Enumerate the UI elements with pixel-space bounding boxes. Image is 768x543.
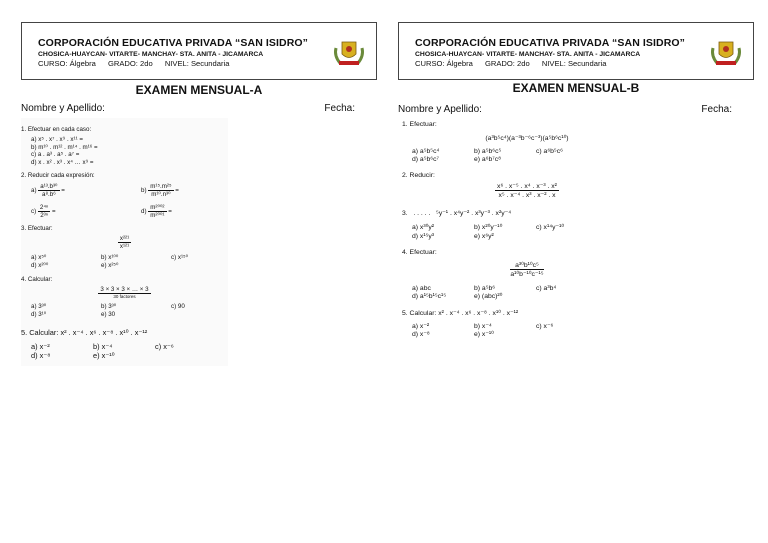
answer-option: e) a⁶b⁷c⁸: [474, 156, 502, 164]
expression: x² . x⁻⁴ . x⁶ . x⁻⁸ . x¹⁰ . x⁻¹²: [438, 310, 519, 318]
exam-title: EXAMEN MENSUAL-A: [135, 83, 263, 97]
questions-image: [21, 118, 228, 366]
answer-option: e) x⁶y²: [474, 232, 494, 240]
course-label: CURSO: Álgebra: [415, 59, 473, 68]
answer-option: d) x⁻⁸: [31, 350, 51, 360]
fraction-numerator: m¹⁵.m²⁵: [150, 183, 172, 191]
question-title: 4. Calcular:: [21, 275, 53, 283]
question-4: [21, 276, 228, 319]
fraction-numerator: a³⁰b¹⁰c⁵: [510, 261, 543, 270]
question-title: 4. Efectuar:: [402, 248, 437, 256]
exam-b: [398, 22, 754, 340]
question-title: 1. Efectuar en cada caso:: [21, 126, 92, 133]
question-1: [21, 126, 228, 166]
name-label: Nombre y Apellido:: [398, 104, 482, 115]
student-info-row: [21, 103, 377, 114]
question-title: 3. Efectuar:: [21, 225, 53, 233]
fraction-denominator: x⁵ . x⁻⁴ . x³ . x⁻² . x: [498, 192, 556, 200]
fraction-denominator: a¹⁰b⁻¹⁰c⁻¹⁵: [510, 270, 544, 278]
fraction-numerator: x⁶ . x⁻⁵ . x⁴ . x⁻³ . x²: [497, 183, 557, 191]
answer-option: d) x⁻⁸: [412, 331, 430, 339]
answer-option: a) x⁵⁰: [31, 254, 47, 262]
answer-option: d) a¹⁵b¹⁵c¹⁵: [412, 293, 447, 301]
question-5: [21, 328, 228, 360]
question-title: 5. Calcular:: [21, 327, 59, 337]
answer-option: b) x¹⁰⁰: [101, 254, 119, 262]
institution-address: CHOSICA-HUAYCAN- VITARTE- MANCHAY- STA. ANITA - JICAMARCA: [415, 51, 641, 58]
date-label: Fecha:: [701, 104, 732, 115]
fraction-denominator: m²⁰⁰¹: [150, 212, 165, 220]
student-info-row: [398, 104, 754, 115]
school-crest-icon: [332, 36, 366, 70]
grade-label: GRADO: 2do: [107, 59, 153, 68]
option-label: b): [141, 187, 147, 195]
answer-option: c) a³b⁴: [536, 284, 557, 292]
exam-a: [21, 22, 377, 366]
answer-option: b) x²⁰y⁻¹⁰: [474, 224, 503, 232]
answer-option: c) x⁻⁶: [155, 341, 174, 351]
answer-option: a) x⁻²: [31, 341, 50, 351]
answer-option: b) a⁵b⁶c⁵: [474, 148, 502, 155]
fraction-denominator: 30 factores: [113, 293, 136, 299]
option-label: c): [31, 208, 37, 216]
answer-option: a) abc: [412, 284, 431, 292]
question-4: [402, 249, 652, 301]
equals-sign: =: [175, 187, 179, 195]
answer-option: d) x¹⁵y³: [412, 232, 435, 240]
fraction-denominator: 2³ⁿ: [40, 212, 48, 220]
fraction-numerator: a¹³.b³⁰: [40, 183, 58, 191]
answer-option: a) x⁻²: [412, 323, 430, 331]
answer-option: a) a⁵b⁵c⁴: [412, 148, 440, 155]
fraction-denominator: x¹²¹: [119, 243, 130, 251]
answer-option: c) x⁻⁶: [536, 323, 554, 331]
answer-option: b) 3³⁰: [101, 302, 117, 310]
question-3: 3. . . . . . ⁵y⁻¹ . x⁴y⁻² . x³y⁻³ . x²y⁻⁴ a) x³⁰y² b) x²⁰y⁻¹⁰ c) x¹⁴y⁻¹⁰ d) x¹⁵y³ e) x⁶y²: [402, 209, 652, 240]
answer-option: c) 90: [171, 302, 185, 310]
answer-option: e) x²⁵⁰: [101, 262, 119, 270]
answer-option: e) x⁻¹⁰: [93, 350, 115, 360]
date-label: Fecha:: [324, 103, 355, 114]
question-title: 3.: [402, 210, 408, 218]
fraction-numerator: 3 × 3 × 3 × … × 3: [100, 285, 149, 293]
answer-option: e) 30: [101, 310, 116, 318]
answer-option: b) x⁻⁴: [93, 341, 113, 351]
answer-option: b) x⁻⁴: [474, 323, 492, 331]
level-label: NIVEL: Secundaria: [164, 59, 230, 68]
institution-name: CORPORACIÓN EDUCATIVA PRIVADA “SAN ISIDRO”: [38, 37, 309, 49]
exam-title: EXAMEN MENSUAL-B: [512, 81, 640, 95]
list-item: b) m¹⁰ . m¹² . m¹⁴ . m¹⁶ =: [31, 143, 98, 151]
fraction-numerator: m²⁰⁰²: [150, 204, 165, 212]
answer-option: d) 3¹⁰: [31, 310, 47, 318]
question-title: 5. Calcular:: [402, 310, 437, 318]
fraction-denominator: m¹⁰.n³⁰: [151, 191, 171, 199]
header-box: [21, 22, 377, 80]
grade-label: GRADO: 2do: [484, 59, 530, 68]
question-title: 2. Reducir cada expresión:: [21, 172, 95, 180]
school-crest-icon: [709, 36, 743, 70]
institution-address: CHOSICA-HUAYCAN- VITARTE- MANCHAY- STA. ANITA - JICAMARCA: [38, 51, 264, 58]
equals-sign: =: [51, 208, 56, 216]
question-2: [402, 172, 652, 199]
question-title: 2. Reducir:: [402, 172, 435, 180]
question-title: 1. Efectuar:: [402, 121, 437, 128]
answer-option: b) a⁵b⁶: [474, 284, 496, 292]
expression: ⁵y⁻¹ . x⁴y⁻² . x³y⁻³ . x²y⁻⁴: [436, 210, 512, 218]
name-label: Nombre y Apellido:: [21, 103, 105, 114]
question-1: [402, 121, 652, 164]
answer-option: a) x³⁰y²: [412, 224, 434, 232]
answer-option: c) x¹⁵⁰: [171, 254, 189, 262]
answer-option: d) x²⁰⁰: [31, 262, 49, 270]
header-box: [398, 22, 754, 80]
equals-sign: =: [61, 187, 65, 195]
question-3: [21, 225, 228, 270]
answer-option: c) a⁶b⁵c⁶: [536, 148, 563, 155]
question-5: [402, 309, 652, 339]
question-2: [21, 172, 228, 219]
institution-name: CORPORACIÓN EDUCATIVA PRIVADA “SAN ISIDRO”: [415, 37, 686, 49]
equals-sign: =: [168, 208, 172, 216]
course-info: [415, 59, 753, 68]
level-label: NIVEL: Secundaria: [541, 59, 607, 68]
course-label: CURSO: Álgebra: [38, 59, 96, 68]
fraction-numerator: 2⁴ⁿ: [39, 204, 49, 212]
option-label: d): [141, 208, 147, 216]
questions-image: [398, 121, 652, 340]
answer-option: d) a⁵b⁶c⁷: [412, 156, 439, 164]
option-label: a): [31, 187, 37, 195]
fraction-denominator: a⁸.b⁶: [42, 191, 56, 199]
list-item: a) x⁵ . x⁷ . x⁹ . x¹¹ =: [31, 136, 83, 143]
course-info: [38, 59, 376, 68]
expression: x² . x⁻⁴ . x⁶ . x⁻⁸ . x¹⁰ . x⁻¹²: [60, 327, 148, 337]
answer-option: c) x¹⁴y⁻¹⁰: [536, 224, 565, 232]
list-item: c) a . a³ . a⁵ . a⁷ =: [31, 151, 80, 159]
expression: (a³b⁵c⁴)(a⁻³b⁻⁶c⁻³)(a⁵b⁶c¹⁰): [485, 135, 569, 142]
answer-option: e) (abc)²⁰: [474, 293, 503, 301]
answer-option: e) x⁻¹⁰: [474, 331, 494, 339]
fraction-numerator: x²²¹: [119, 235, 130, 243]
answer-option: a) 3³⁰: [31, 302, 47, 310]
list-item: d) x . x² . x³ . x⁴ … x⁹ =: [31, 158, 94, 166]
